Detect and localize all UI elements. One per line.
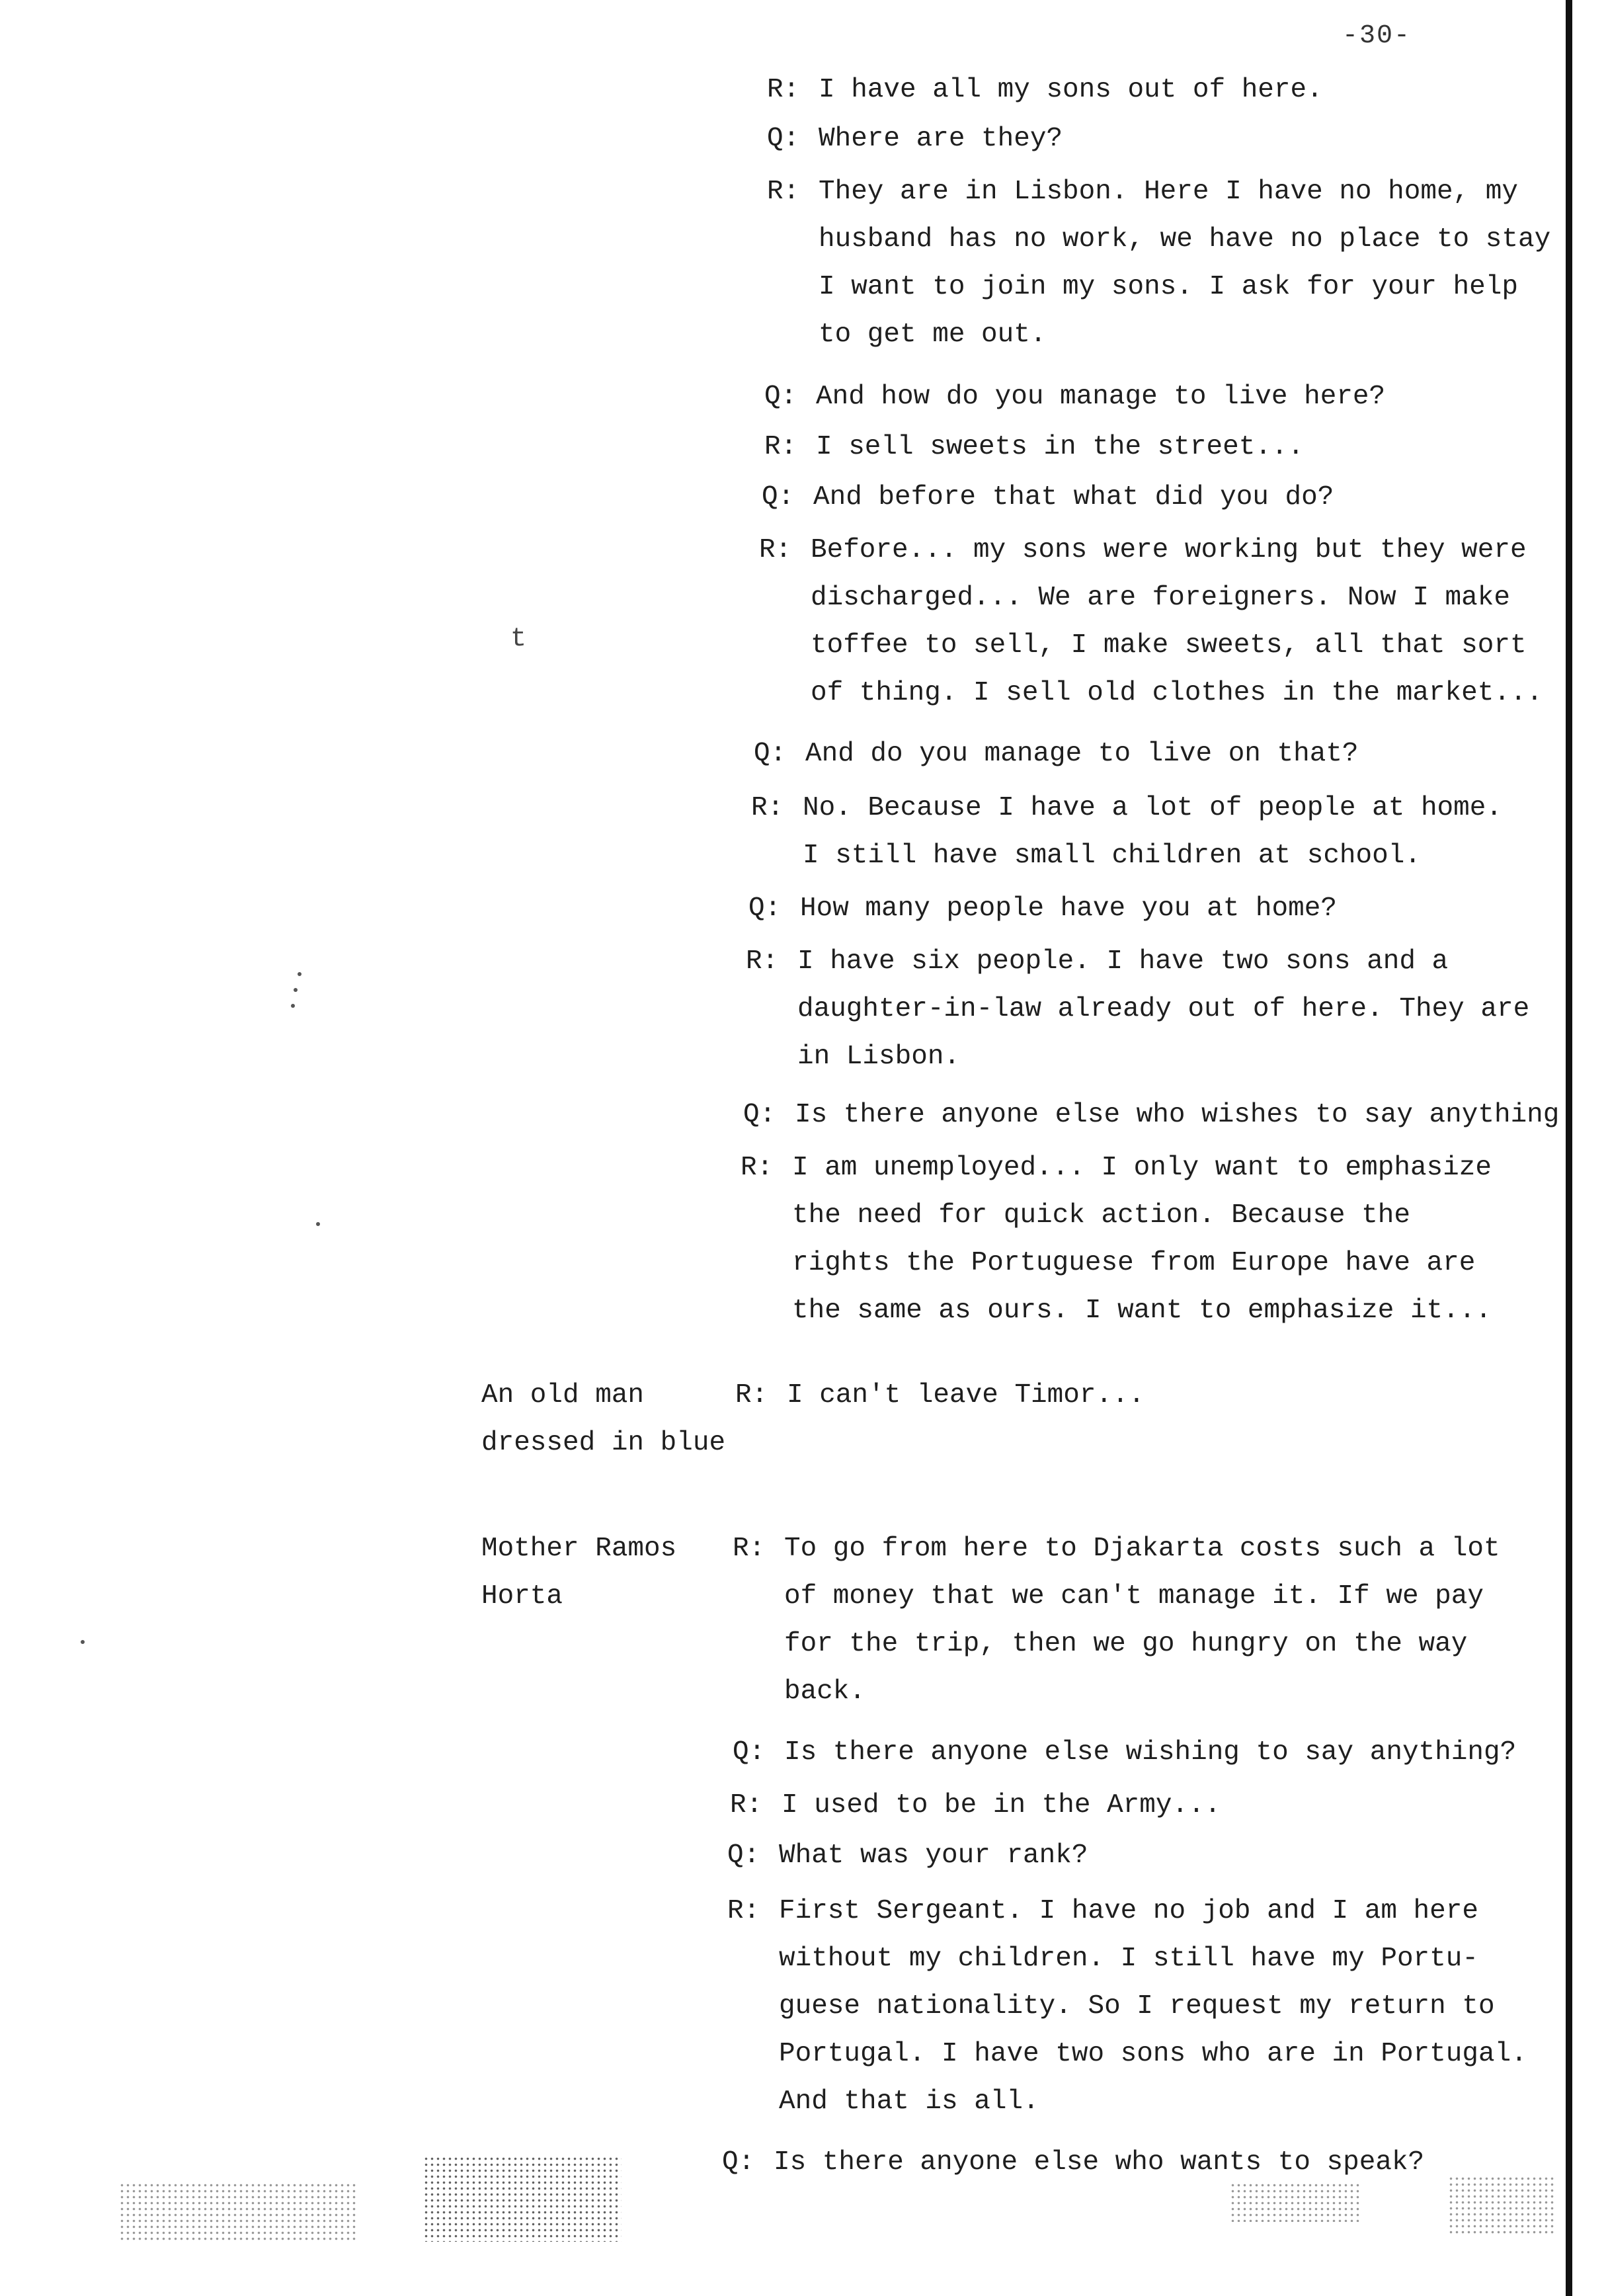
speck [316, 1222, 320, 1226]
entry-text: I am unemployed... I only want to emphasize the need for quick action. Because the rights the Portuguese from Europe have are the same as ours. I want to emphasize it... [792, 1153, 1492, 1326]
entry-text: And before that what did you do? [813, 482, 1334, 512]
page-number: -30- [1342, 21, 1412, 51]
entry-label: R: [767, 177, 800, 207]
speck [298, 972, 302, 976]
entry-label: Q: [748, 893, 782, 924]
entry-label: Q: [727, 1840, 760, 1871]
stray-mark: t [510, 624, 527, 654]
entry-text: To go from here to Djakarta costs such a lot of money that we can't manage it. If we pay for the trip, then we go hungry on the way back. [784, 1534, 1500, 1707]
entry-text: Is there anyone else who wishes to say anything [795, 1100, 1560, 1130]
entry-label: R: [746, 946, 779, 977]
entry-text: I have all my sons out of here. [819, 75, 1323, 105]
entry-text: Is there anyone else wishing to say anything? [784, 1737, 1517, 1768]
entry-label: Q: [754, 739, 787, 769]
entry-text: First Sergeant. I have no job and I am here without my children. I still have my Portu- guese nationality. So I request my return to Portugal. I have two sons who are in Portugal. And that is all. [779, 1896, 1527, 2117]
entry-label: Q: [733, 1737, 766, 1768]
entry-label: Q: [762, 482, 795, 512]
entry-text: I can't leave Timor... [787, 1380, 1145, 1411]
entry-text: And how do you manage to live here? [816, 382, 1386, 412]
speck [291, 1004, 295, 1008]
entry-text: I used to be in the Army... [782, 1790, 1221, 1821]
entry-text: They are in Lisbon. Here I have no home, my husband has no work, we have no place to stay I want to join my sons. I ask for your help to get me out. [819, 177, 1551, 350]
entry-label: Q: [767, 124, 800, 154]
speaker-old-man: An old man dressed in blue [481, 1380, 726, 1458]
entry-label: R: [741, 1153, 774, 1183]
entry-text: I sell sweets in the street... [816, 432, 1305, 462]
entry-label: R: [733, 1534, 766, 1564]
entry-label: R: [764, 432, 797, 462]
entry-label: Q: [722, 2147, 755, 2178]
entry-text: And do you manage to live on that? [805, 739, 1359, 769]
entry-label: Q: [764, 382, 797, 412]
speck [81, 1640, 85, 1644]
speck [294, 988, 298, 992]
entry-text: How many people have you at home? [800, 893, 1337, 924]
entry-text: Before... my sons were working but they were discharged... We are foreigners. Now I make toffee to sell, I make sweets, all that sort of thing. I sell old clothes in the market... [811, 535, 1543, 708]
entry-text: Where are they? [819, 124, 1063, 154]
entry-text: What was your rank? [779, 1840, 1088, 1871]
scan-noise [423, 2156, 622, 2242]
scan-noise [1448, 2176, 1554, 2235]
entry-label: R: [735, 1380, 768, 1411]
entry-label: R: [767, 75, 800, 105]
scan-noise [1230, 2182, 1362, 2222]
entry-label: R: [751, 793, 784, 823]
speaker-mother-ramos-horta: Mother Ramos Horta [481, 1534, 677, 1612]
entry-label: R: [730, 1790, 763, 1821]
entry-label: R: [727, 1896, 760, 1926]
scan-noise [119, 2182, 357, 2242]
entry-text: Is there anyone else who wants to speak? [774, 2147, 1425, 2178]
entry-label: Q: [743, 1100, 776, 1130]
entry-label: R: [759, 535, 792, 565]
entry-text: No. Because I have a lot of people at home. I still have small children at school. [803, 793, 1502, 871]
entry-text: I have six people. I have two sons and a daughter-in-law already out of here. They are in Lisbon. [797, 946, 1530, 1072]
